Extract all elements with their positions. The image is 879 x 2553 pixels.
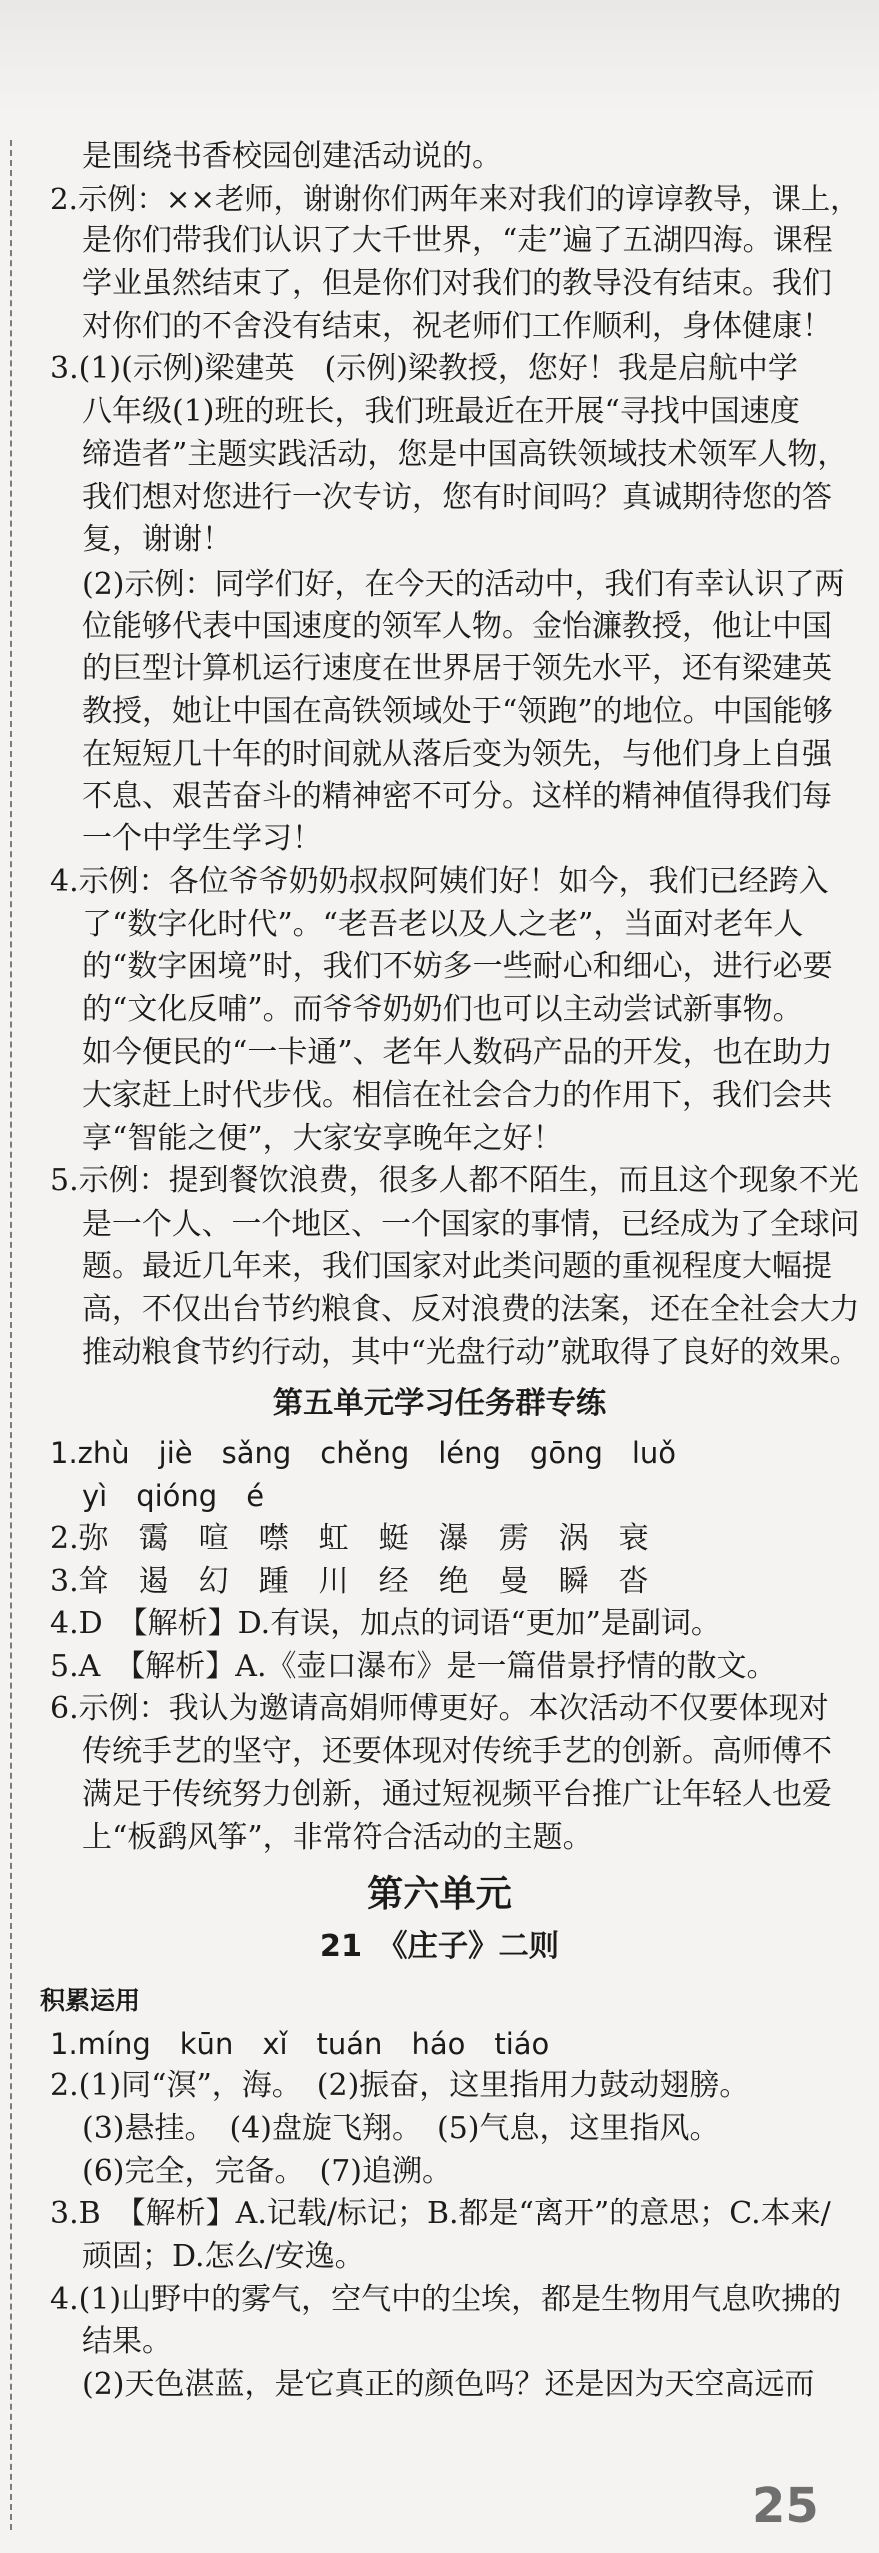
text-line: 高，不仅出台节约粮食、反对浪费的法案，还在全社会大力	[82, 1292, 860, 1327]
text-line: (2)天色湛蓝，是它真正的颜色吗？还是因为天空高远而	[82, 2367, 815, 2402]
text-line: 2.弥 霭 喧 噤 虹 蜓 瀑 雳 涡 衰	[50, 1521, 649, 1556]
text-line: 复，谢谢！	[82, 522, 232, 557]
text-line: 4.(1)山野中的雾气，空气中的尘埃，都是生物用气息吹拂的	[50, 2282, 842, 2317]
text-line: 6.示例：我认为邀请高娟师傅更好。本次活动不仅要体现对	[50, 1691, 829, 1726]
text-line: 结果。	[82, 2324, 172, 2359]
text-line: 1.zhù jiè sǎng chěng léng gōng luǒ	[50, 1436, 677, 1470]
text-line: 2.示例：××老师，谢谢你们两年来对我们的谆谆教导，课上，	[50, 182, 860, 216]
text-line: 5.示例：提到餐饮浪费，很多人都不陌生，而且这个现象不光	[50, 1163, 859, 1198]
text-line: 享“智能之便”，大家安享晚年之好！	[82, 1121, 563, 1156]
text-line: 的巨型计算机运行速度在世界居于领先水平，还有梁建英	[82, 651, 832, 686]
text-line: 是你们带我们认识了大千世界，“走”遍了五湖四海。课程	[82, 223, 833, 258]
text-line: yì qióng é	[82, 1479, 265, 1513]
text-line: 顽固；D.怎么/安逸。	[82, 2239, 365, 2274]
page-top-shade	[0, 0, 879, 110]
text-line: 1.míng kūn xǐ tuán háo tiáo	[50, 2027, 550, 2061]
text-line: 教授，她让中国在高铁领域处于“领跑”的地位。中国能够	[82, 694, 833, 729]
text-line: 是一个人、一个地区、一个国家的事情，已经成为了全球问	[82, 1207, 860, 1242]
text-line: 了“数字化时代”。“老吾老以及人之老”，当面对老年人	[82, 907, 804, 942]
text-line: 八年级(1)班的班长，我们班最近在开展“寻找中国速度	[82, 394, 800, 429]
text-line: 传统手艺的坚守，还要体现对传统手艺的创新。高师傅不	[82, 1734, 832, 1769]
text-line: 一个中学生学习！	[82, 821, 322, 856]
text-line: 位能够代表中国速度的领军人物。金怡濂教授，他让中国	[82, 609, 832, 644]
text-line: 在短短几十年的时间就从落后变为领先，与他们身上自强	[82, 737, 832, 772]
unit-heading: 第六单元	[367, 1872, 512, 1915]
text-line: 5.A 【解析】A.《壶口瀑布》是一篇借景抒情的散文。	[50, 1649, 777, 1684]
section-heading: 第五单元学习任务群专练	[272, 1386, 607, 1421]
text-line: 大家赶上时代步伐。相信在社会合力的作用下，我们会共	[82, 1078, 832, 1113]
lesson-title: 21 《庄子》二则	[319, 1929, 560, 1964]
text-line: 的“文化反哺”。而爷爷奶奶们也可以主动尝试新事物。	[82, 992, 803, 1027]
text-line: (3)悬挂。 (4)盘旋飞翔。 (5)气息，这里指风。	[82, 2111, 720, 2146]
margin-dashed-rule	[10, 140, 12, 2530]
text-line: 我们想对您进行一次专访，您有时间吗？真诚期待您的答	[82, 480, 832, 515]
subsection-heading: 积累运用	[40, 1986, 141, 2015]
text-line: 2.(1)同“溟”，海。 (2)振奋，这里指用力鼓动翅膀。	[50, 2068, 750, 2103]
text-line: 的“数字困境”时，我们不妨多一些耐心和细心，进行必要	[82, 949, 833, 984]
text-line: 满足于传统努力创新，通过短视频平台推广让年轻人也爱	[82, 1777, 832, 1812]
text-line: 3.B 【解析】A.记载/标记；B.都是“离开”的意思；C.本来/	[50, 2196, 831, 2231]
text-line: 如今便民的“一卡通”、老年人数码产品的开发，也在助力	[82, 1035, 833, 1070]
text-line: 不息、艰苦奋斗的精神密不可分。这样的精神值得我们每	[82, 779, 832, 814]
page-number: 25	[752, 2478, 819, 2534]
text-line: 推动粮食节约行动，其中“光盘行动”就取得了良好的效果。	[82, 1335, 860, 1370]
text-line: 4.D 【解析】D.有误，加点的词语“更加”是副词。	[50, 1606, 721, 1641]
text-line: 缔造者”主题实践活动，您是中国高铁领域技术领军人物，	[82, 437, 848, 472]
text-line: 学业虽然结束了，但是你们对我们的教导没有结束。我们	[82, 266, 832, 301]
text-line: 题。最近几年来，我们国家对此类问题的重视程度大幅提	[82, 1249, 832, 1284]
text-line: (6)完全，完备。 (7)追溯。	[82, 2154, 452, 2189]
text-line: 上“板鹞风筝”，非常符合活动的主题。	[82, 1820, 593, 1855]
text-line: (2)示例：同学们好，在今天的活动中，我们有幸认识了两	[82, 567, 845, 602]
text-line: 是围绕书香校园创建活动说的。	[82, 139, 502, 174]
text-line: 3.耸 遏 幻 踵 川 经 绝 曼 瞬 沓	[50, 1564, 649, 1599]
text-line: 3.(1)(示例)梁建英 (示例)梁教授，您好！我是启航中学	[50, 351, 798, 386]
text-line: 对你们的不舍没有结束，祝老师们工作顺利，身体健康！	[82, 309, 832, 344]
text-line: 4.示例：各位爷爷奶奶叔叔阿姨们好！如今，我们已经跨入	[50, 864, 829, 899]
